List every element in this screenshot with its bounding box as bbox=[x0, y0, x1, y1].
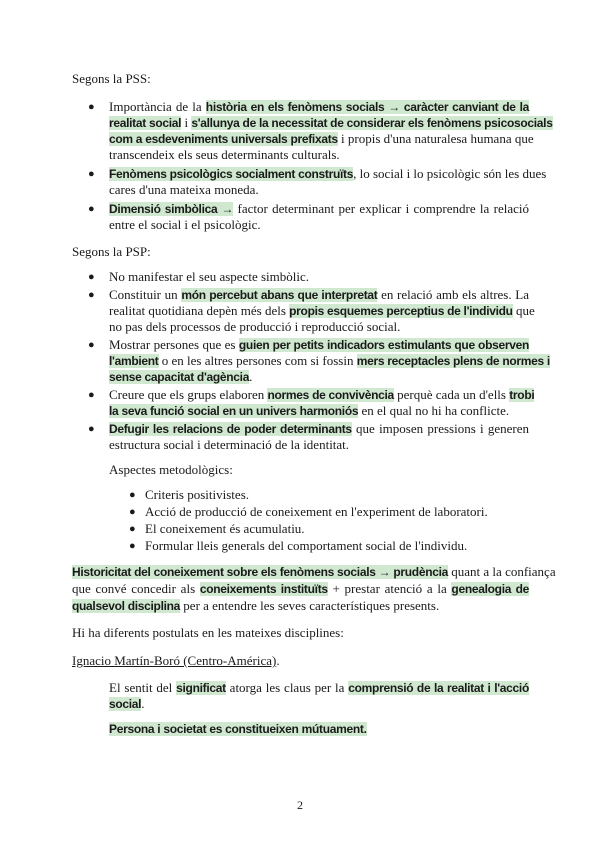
list-item: Acció de producció de coneixement en l'experiment de laboratori. bbox=[145, 504, 488, 519]
text-line: Historicitat del coneixement sobre els fenòmens socials → prudència quant a la confiança bbox=[72, 564, 556, 579]
text-line: El sentit del significat atorga les claus per la comprensió de la realitat i l'acció bbox=[109, 680, 529, 695]
text-line: qualsevol disciplina per a entendre les seves característiques presents. bbox=[72, 598, 440, 613]
postulats-text: Hi ha diferents postulats en les mateixes disciplines: bbox=[72, 625, 344, 640]
bullet-icon: ● bbox=[129, 506, 136, 518]
author-name: Ignacio Martín-Boró (Centro-América) bbox=[72, 653, 277, 668]
section-heading: Segons la PSS: bbox=[72, 71, 151, 86]
text-line: Fenòmens psicològics socialment construïts, lo social i lo psicològic són les dues bbox=[109, 166, 547, 181]
bullet-icon: ● bbox=[88, 203, 95, 215]
text-line: la seva funció social en un univers harmoniós en el qual no hi ha conflicte. bbox=[109, 403, 510, 418]
methods-heading: Aspectes metodològics: bbox=[109, 462, 233, 477]
text-line: sense capacitat d'agència. bbox=[109, 369, 253, 384]
bullet-icon: ● bbox=[88, 101, 95, 113]
final-statement: Persona i societat es constitueixen mútuament. bbox=[109, 722, 367, 736]
bullet-icon: ● bbox=[88, 389, 95, 401]
section-heading: Segons la PSP: bbox=[72, 244, 151, 259]
text-line: no pas dels processos de producció i reproducció social. bbox=[109, 319, 401, 334]
text-line: com a esdeveniments universals prefixats i propis d'una naturalesa humana que bbox=[109, 131, 534, 146]
text-line: realitat quotidiana depèn més dels propis esquemes perceptius de l'individu que bbox=[109, 303, 535, 318]
bullet-icon: ● bbox=[129, 540, 136, 552]
text-line: que convé concedir als coneixements instituïts + prestar atenció a la genealogia de bbox=[72, 581, 530, 596]
bullet-icon: ● bbox=[88, 168, 95, 180]
bullet-icon: ● bbox=[88, 271, 95, 283]
list-item: Criteris positivistes. bbox=[145, 487, 249, 502]
text-line: Defugir les relacions de poder determinants que imposen pressions i generen bbox=[109, 421, 529, 436]
text-line: social. bbox=[109, 696, 145, 711]
page-number: 2 bbox=[297, 798, 303, 812]
bullet-icon: ● bbox=[88, 289, 95, 301]
text-line: l'ambient o en les altres persones com si fossin mers receptacles plens de normes i bbox=[109, 353, 550, 368]
text-line: estructura social i determinació de la identitat. bbox=[109, 437, 350, 452]
text-line: cares d'una mateixa moneda. bbox=[109, 182, 259, 197]
bullet-icon: ● bbox=[88, 423, 95, 435]
text-line: transcendeix els seus determinants culturals. bbox=[109, 147, 340, 162]
text-line: realitat social i s'allunya de la necessitat de considerar els fenòmens psicosocials bbox=[109, 115, 553, 130]
list-item: El coneixement és acumulatiu. bbox=[145, 521, 305, 536]
text-line: Mostrar persones que es guien per petits indicadors estimulants que observen bbox=[109, 337, 529, 352]
author-line: Ignacio Martín-Boró (Centro-América). bbox=[72, 653, 280, 668]
text-line: Creure que els grups elaboren normes de convivència perquè cada un d'ells trobi bbox=[109, 387, 535, 402]
bullet-icon: ● bbox=[129, 489, 136, 501]
text-line: No manifestar el seu aspecte simbòlic. bbox=[109, 269, 309, 284]
text-line: entre el social i el psicològic. bbox=[109, 217, 261, 232]
bullet-icon: ● bbox=[88, 339, 95, 351]
text-line: Dimensió simbòlica → factor determinant per explicar i comprendre la relació bbox=[109, 201, 529, 216]
text-line: Constituir un món percebut abans que interpretat en relació amb els altres. La bbox=[109, 287, 529, 302]
text-line: Importància de la història en els fenòmens socials → caràcter canviant de la bbox=[109, 99, 529, 114]
bullet-icon: ● bbox=[129, 523, 136, 535]
list-item: Formular lleis generals del comportament social de l'individu. bbox=[145, 538, 468, 553]
